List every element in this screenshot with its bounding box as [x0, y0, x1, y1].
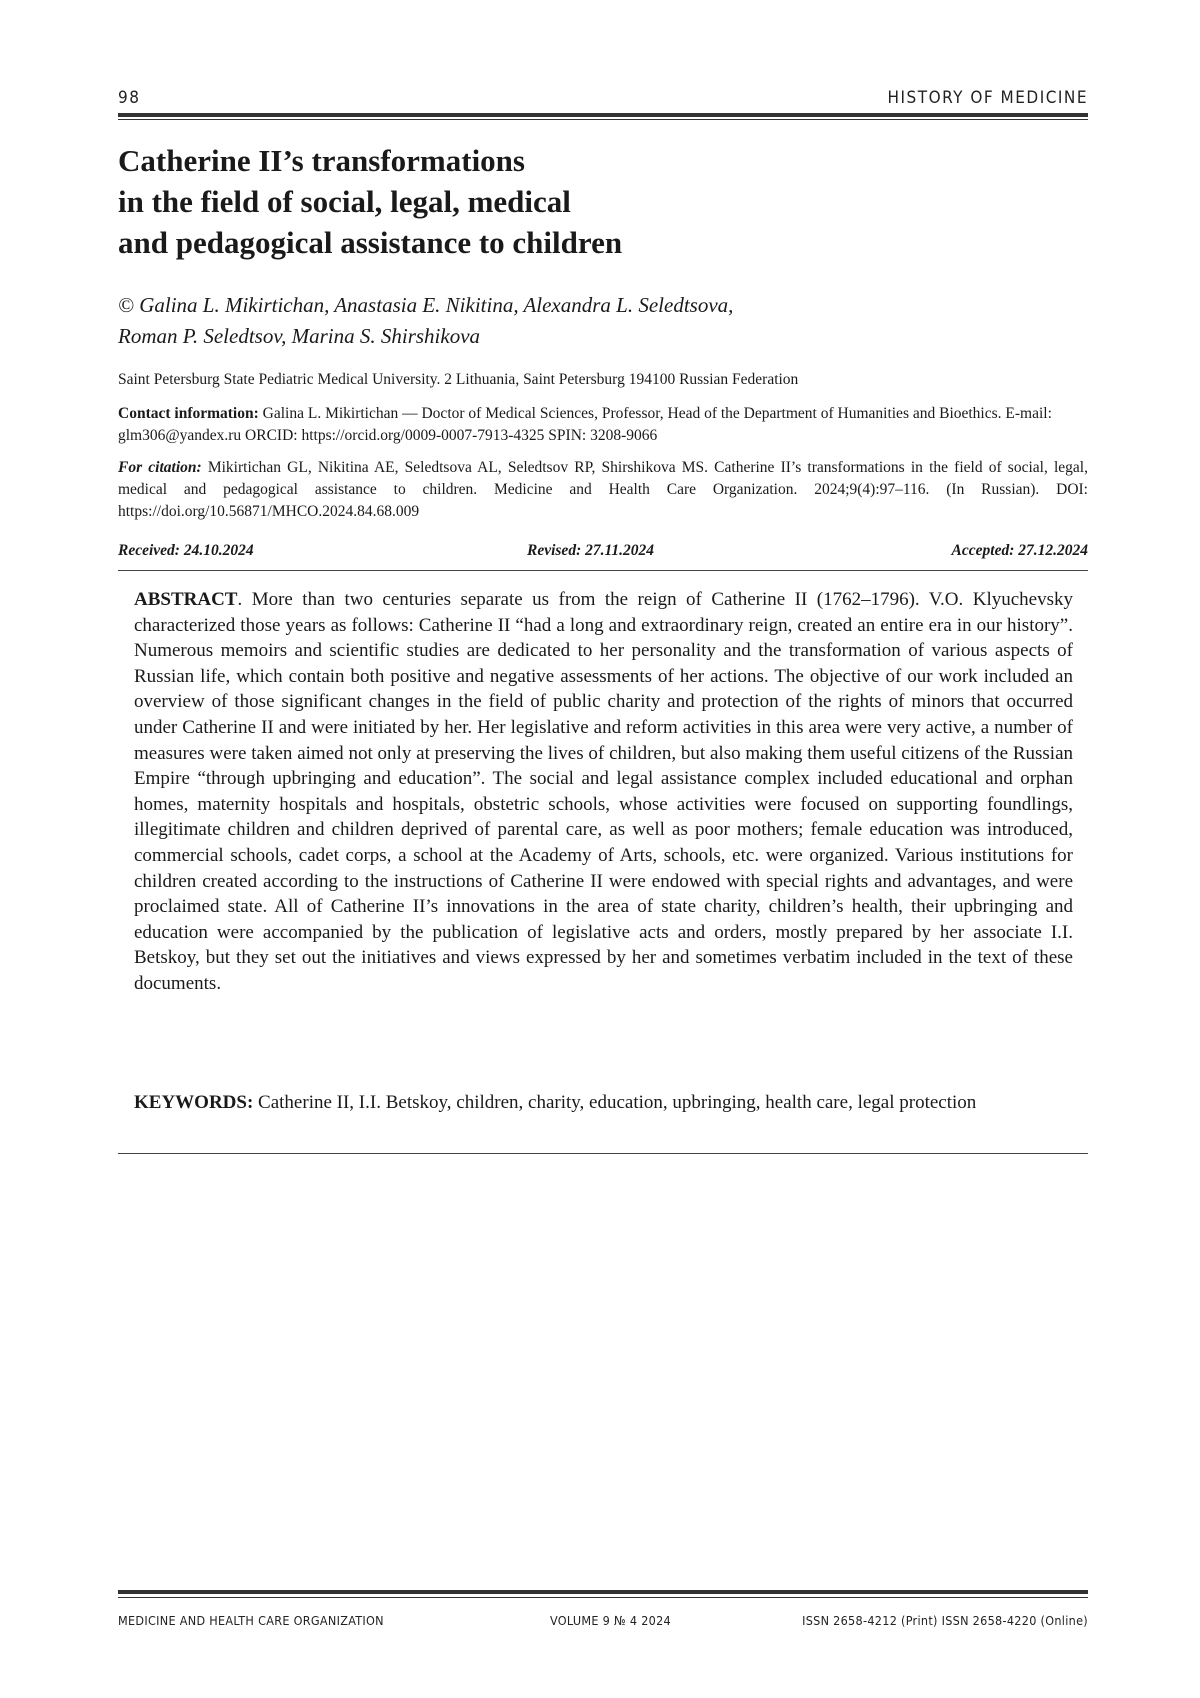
contact-label: Contact information:	[118, 405, 259, 422]
footer-rule-thick	[118, 1590, 1088, 1594]
journal-page	[118, 0, 1088, 1698]
header-rule-thick	[118, 113, 1088, 117]
abstract	[134, 587, 1073, 997]
abstract-label: ABSTRACT	[134, 589, 238, 610]
volume-info: VOLUME 9 № 4 2024	[550, 1613, 672, 1628]
author-list	[118, 290, 1018, 352]
header-rule-thin	[118, 119, 1088, 120]
author-line: © Galina L. Mikirtichan, Anastasia E. Nikitina, Alexandra L. Seledtsova,	[118, 293, 734, 317]
footer-rule-thin	[118, 1597, 1088, 1598]
title-line: Catherine II’s transformations	[118, 143, 525, 178]
section-title: HISTORY OF MEDICINE	[887, 88, 1088, 108]
citation-text: Mikirtichan GL, Nikitina AE, Seledtsova AL, Seledtsov RP, Shirshikova MS. Catherine II’s transformations in the field of social, legal, medical and pedagogical assistance to children. Medicine and Health Care Organization. 2024;9(4):97–116. (In Russian). DOI: https://doi.org/10.56871/MHCO.2024.84.68.009	[118, 459, 1088, 520]
author-line: Roman P. Seledtsov, Marina S. Shirshikova	[118, 324, 481, 348]
title-line: and pedagogical assistance to children	[118, 225, 623, 260]
received-date: Received: 24.10.2024	[118, 542, 254, 559]
page-number: 98	[118, 88, 141, 108]
accepted-date: Accepted: 27.12.2024	[951, 542, 1088, 559]
article-dates	[118, 542, 1088, 564]
keywords	[134, 1090, 1073, 1116]
keywords-text: Catherine II, I.I. Betskoy, children, charity, education, upbringing, health care, legal protection	[253, 1092, 977, 1113]
revised-date: Revised: 27.11.2024	[527, 542, 654, 559]
abstract-divider	[118, 1153, 1088, 1154]
title-line: in the field of social, legal, medical	[118, 184, 571, 219]
affiliation: Saint Petersburg State Pediatric Medical University. 2 Lithuania, Saint Petersburg 194100 Russian Federation	[118, 371, 799, 388]
dates-divider	[118, 570, 1088, 571]
keywords-label: KEYWORDS:	[134, 1092, 254, 1113]
abstract-text: . More than two centuries separate us from the reign of Catherine II (1762–1796). V.O. Klyuchevsky characterized those years as follows: Catherine II “had a long and extraordinary reign, created an entire era in our history”. Numerous memoirs and scientific studies are dedicated to her personality and the transformation of various aspects of Russian life, which contain both positive and negative assessments of her actions. The objective of our work included an overview of those significant changes in the field of public charity and protection of the rights of minors that occurred under Catherine II and were initiated by her. Her legislative and reform activities in this area were very active, a number of measures were taken aimed not only at preserving the lives of children, but also making them useful citizens of the Russian Empire “through upbringing and education”. The social and legal assistance complex included educational and orphan homes, maternity hospitals and hospitals, obstetric schools, whose activities were focused on supporting foundlings, illegitimate children and children deprived of parental care, as well as poor mothers; female education was introduced, commercial schools, cadet corps, a school at the Academy of Arts, schools, etc. were organized. Various institutions for children created according to the instructions of Catherine II were endowed with special rights and advantages, and were proclaimed state. All of Catherine II’s innovations in the area of state charity, children’s health, their upbringing and education were accompanied by the publication of legislative acts and orders, mostly prepared by her associate I.I. Betskoy, but they set out the initiatives and views expressed by her and sometimes verbatim included in the text of these documents.	[134, 589, 1073, 994]
contact-information	[118, 403, 1088, 447]
journal-name: MEDICINE AND HEALTH CARE ORGANIZATION	[118, 1613, 384, 1628]
page-footer	[118, 1613, 1088, 1633]
running-header	[118, 86, 1088, 112]
issn-info: ISSN 2658-4212 (Print) ISSN 2658-4220 (Online)	[802, 1613, 1088, 1628]
article-title	[118, 140, 838, 263]
citation-block	[118, 457, 1088, 523]
contact-text: Galina L. Mikirtichan — Doctor of Medical Sciences, Professor, Head of the Department of Humanities and Bioethics. E-mail: glm306@yandex.ru ORCID: https://orcid.org/0009-0007-7913-4325 SPIN: 3208-9066	[118, 405, 1052, 444]
citation-label: For citation:	[118, 459, 202, 476]
